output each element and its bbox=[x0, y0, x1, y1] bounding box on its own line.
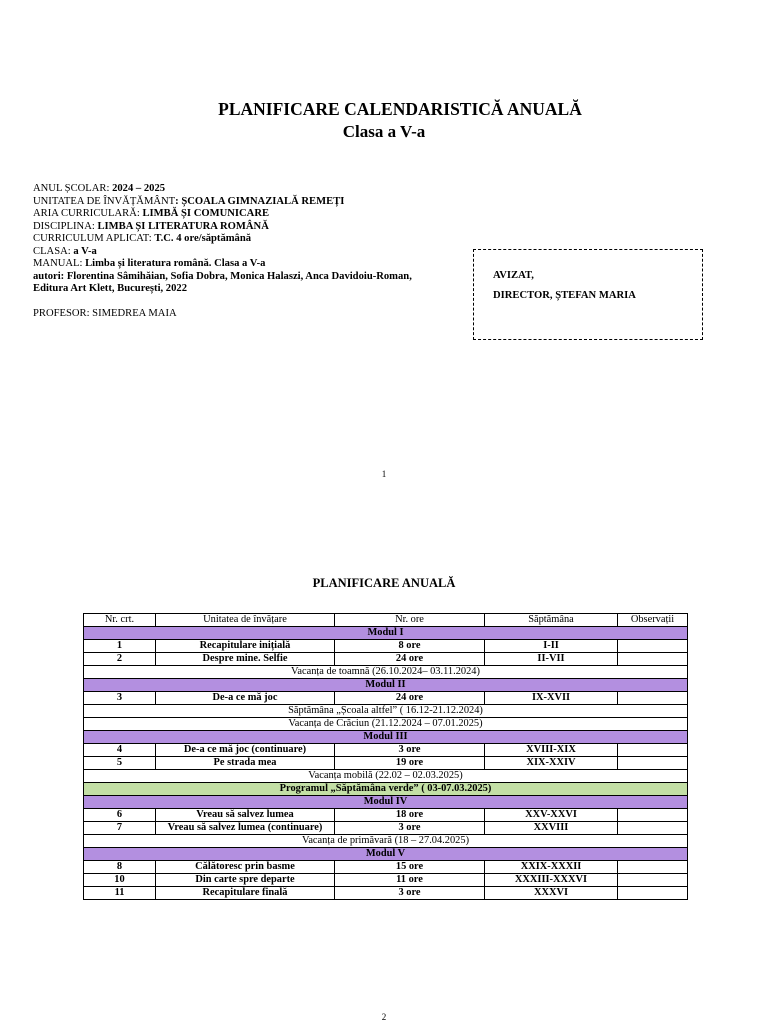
info-label: CURRICULUM APLICAT: bbox=[33, 233, 155, 244]
info-autori bbox=[33, 271, 443, 284]
info-value: Limba și literatura română. Clasa a V-a bbox=[85, 258, 266, 269]
table-cell: 7 bbox=[84, 822, 156, 835]
info-label: ARIA CURRICULARĂ: bbox=[33, 208, 143, 219]
table-cell: XXXVI bbox=[485, 887, 618, 900]
table-cell: 10 bbox=[84, 874, 156, 887]
table-cell: 11 ore bbox=[335, 874, 485, 887]
annual-plan-table bbox=[83, 613, 688, 900]
table-row bbox=[84, 874, 688, 887]
modul-cell: Modul I bbox=[84, 627, 688, 640]
table-cell: XXV-XXVI bbox=[485, 809, 618, 822]
modul-cell: Modul V bbox=[84, 848, 688, 861]
info-value: LIMBA ȘI LITERATURA ROMÂNĂ bbox=[97, 220, 269, 232]
table-cell: 1 bbox=[84, 640, 156, 653]
table-cell: 4 bbox=[84, 744, 156, 757]
modul-cell: Modul III bbox=[84, 731, 688, 744]
info-value: Editura Art Klett, București, 2022 bbox=[33, 283, 187, 294]
header-cell: Observații bbox=[618, 614, 688, 627]
info-label: ANUL ȘCOLAR: bbox=[33, 183, 113, 194]
vacanta-cell: Vacanța de primăvară (18 – 27.04.2025) bbox=[84, 835, 688, 848]
table-row bbox=[84, 692, 688, 705]
header-cell: Unitatea de învățare bbox=[156, 614, 335, 627]
header-cell: Nr. ore bbox=[335, 614, 485, 627]
info-value: : ȘCOALA GIMNAZIALĂ REMEȚI bbox=[175, 195, 345, 207]
table-cell: Din carte spre departe bbox=[156, 874, 335, 887]
table-cell: 18 ore bbox=[335, 809, 485, 822]
info-curriculum bbox=[33, 233, 443, 246]
table-cell bbox=[618, 861, 688, 874]
table-cell: XVIII-XIX bbox=[485, 744, 618, 757]
table-cell: XIX-XXIV bbox=[485, 757, 618, 770]
info-value: T.C. 4 ore/săptămână bbox=[154, 233, 252, 244]
table-cell bbox=[618, 653, 688, 666]
altfel-row bbox=[84, 705, 688, 718]
vacanta-row bbox=[84, 666, 688, 679]
verde-row bbox=[84, 783, 688, 796]
table-row bbox=[84, 822, 688, 835]
modul-row bbox=[84, 679, 688, 692]
table-cell: Vreau să salvez lumea bbox=[156, 809, 335, 822]
verde-cell: Programul „Săptămâna verde” ( 03-07.03.2025) bbox=[84, 783, 688, 796]
table-cell: De-a ce mă joc (continuare) bbox=[156, 744, 335, 757]
table-cell: 24 ore bbox=[335, 692, 485, 705]
table-cell: Recapitulare finală bbox=[156, 887, 335, 900]
table-cell: 3 ore bbox=[335, 887, 485, 900]
info-an-scolar bbox=[33, 183, 443, 196]
table-cell: Vreau să salvez lumea (continuare) bbox=[156, 822, 335, 835]
table-header-row bbox=[84, 614, 688, 627]
table-cell bbox=[618, 874, 688, 887]
table-cell: XXXIII-XXXVI bbox=[485, 874, 618, 887]
table-cell: I-II bbox=[485, 640, 618, 653]
header-cell: Nr. crt. bbox=[84, 614, 156, 627]
table-cell: 3 ore bbox=[335, 822, 485, 835]
table-cell: XXIX-XXXII bbox=[485, 861, 618, 874]
director-name: DIRECTOR, ȘTEFAN MARIA bbox=[493, 290, 636, 301]
table-cell: 24 ore bbox=[335, 653, 485, 666]
table-cell: 8 ore bbox=[335, 640, 485, 653]
info-aria bbox=[33, 208, 443, 221]
table-row bbox=[84, 861, 688, 874]
vacanta-cell: Vacanța de Crăciun (21.12.2024 – 07.01.2025) bbox=[84, 718, 688, 731]
table-cell bbox=[618, 887, 688, 900]
modul-row bbox=[84, 627, 688, 640]
info-label: DISCIPLINA: bbox=[33, 220, 98, 232]
table-cell bbox=[618, 744, 688, 757]
table-row bbox=[84, 640, 688, 653]
vacanta-row bbox=[84, 835, 688, 848]
table-cell: XXVIII bbox=[485, 822, 618, 835]
table-cell: 11 bbox=[84, 887, 156, 900]
info-label: CLASA: bbox=[33, 245, 74, 257]
table-cell: Recapitulare inițială bbox=[156, 640, 335, 653]
avizat-label: AVIZAT, bbox=[493, 270, 534, 281]
info-clasa bbox=[33, 246, 443, 259]
page-number: 2 bbox=[381, 1012, 387, 1022]
page-number: 1 bbox=[381, 469, 387, 479]
table-cell: 5 bbox=[84, 757, 156, 770]
info-manual bbox=[33, 258, 443, 271]
table-row bbox=[84, 744, 688, 757]
table-cell: 8 bbox=[84, 861, 156, 874]
info-label: MANUAL: bbox=[33, 258, 86, 269]
table-cell: 19 ore bbox=[335, 757, 485, 770]
avizat-box bbox=[473, 249, 703, 340]
table-cell: Călătoresc prin basme bbox=[156, 861, 335, 874]
vacanta-row bbox=[84, 770, 688, 783]
vacanta-cell: Vacanța mobilă (22.02 – 02.03.2025) bbox=[84, 770, 688, 783]
school-info-block bbox=[33, 183, 443, 320]
modul-row bbox=[84, 796, 688, 809]
document-subtitle: Clasa a V-a bbox=[342, 122, 426, 141]
table-cell: 3 ore bbox=[335, 744, 485, 757]
document-title: PLANIFICARE CALENDARISTICĂ ANUALĂ bbox=[218, 99, 582, 119]
table-cell bbox=[618, 822, 688, 835]
table-row bbox=[84, 653, 688, 666]
info-value: autori: Florentina Sâmihăian, Sofia Dobra, Monica Halaszi, Anca Davidoiu-Roman, bbox=[33, 270, 412, 282]
vacanta-cell: Vacanța de toamnă (26.10.2024– 03.11.2024) bbox=[84, 666, 688, 679]
table-cell: Despre mine. Selfie bbox=[156, 653, 335, 666]
table-cell bbox=[618, 640, 688, 653]
modul-cell: Modul II bbox=[84, 679, 688, 692]
modul-cell: Modul IV bbox=[84, 796, 688, 809]
info-editura bbox=[33, 283, 443, 296]
modul-row bbox=[84, 848, 688, 861]
info-unitatea bbox=[33, 196, 443, 209]
vacanta-row bbox=[84, 718, 688, 731]
table-cell: II-VII bbox=[485, 653, 618, 666]
modul-row bbox=[84, 731, 688, 744]
info-value: LIMBĂ ȘI COMUNICARE bbox=[142, 208, 270, 219]
table-row bbox=[84, 887, 688, 900]
plan-table-body bbox=[84, 614, 688, 900]
spacer bbox=[33, 296, 443, 308]
info-disciplina bbox=[33, 221, 443, 234]
table-cell: De-a ce mă joc bbox=[156, 692, 335, 705]
table-cell bbox=[618, 757, 688, 770]
table-cell: 15 ore bbox=[335, 861, 485, 874]
info-value: 2024 – 2025 bbox=[112, 183, 166, 194]
info-label: UNITATEA DE ÎNVĂȚĂMÂNT bbox=[33, 195, 176, 207]
table-cell: IX-XVII bbox=[485, 692, 618, 705]
altfel-cell: Săptămâna „Școala altfel” ( 16.12-21.12.2024) bbox=[84, 705, 688, 718]
info-profesor: PROFESOR: SIMEDREA MAIA bbox=[33, 307, 177, 319]
table-cell bbox=[618, 692, 688, 705]
header-cell: Săptămâna bbox=[485, 614, 618, 627]
table-row bbox=[84, 757, 688, 770]
table-row bbox=[84, 809, 688, 822]
table-cell bbox=[618, 809, 688, 822]
table-cell: 6 bbox=[84, 809, 156, 822]
table-cell: 3 bbox=[84, 692, 156, 705]
info-value: a V-a bbox=[73, 245, 97, 257]
plan-title: PLANIFICARE ANUALĂ bbox=[312, 576, 456, 590]
table-cell: Pe strada mea bbox=[156, 757, 335, 770]
table-cell: 2 bbox=[84, 653, 156, 666]
